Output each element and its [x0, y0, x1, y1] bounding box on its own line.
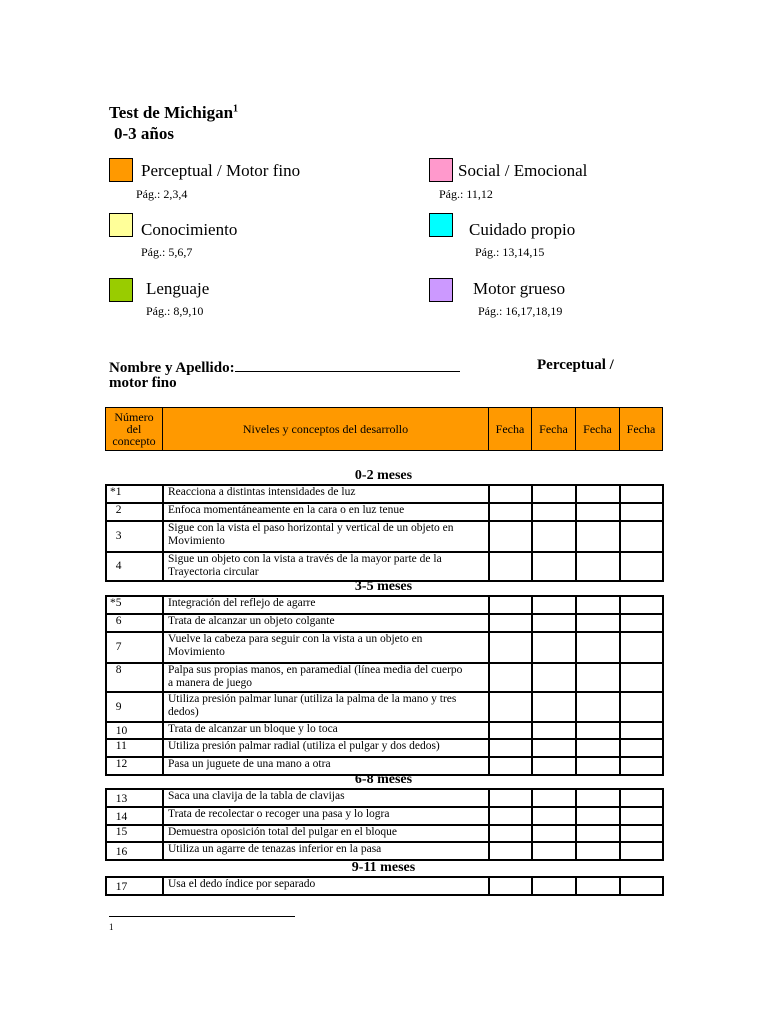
name-blank-line[interactable]	[235, 357, 460, 372]
category-label-social: Social / Emocional	[458, 161, 588, 180]
date-cell[interactable]	[489, 503, 532, 521]
table-row	[106, 807, 663, 825]
date-cell[interactable]	[620, 614, 663, 632]
concept-text: Trata de recolectar o recoger una pasa y lo logra	[163, 807, 489, 825]
date-cell[interactable]	[489, 614, 532, 632]
date-cell[interactable]	[532, 521, 576, 552]
concept-text: Pasa un juguete de una mano a otra	[163, 757, 489, 775]
date-cell[interactable]	[620, 825, 663, 842]
category-pages-motor-grueso: Pág.: 16,17,18,19	[478, 304, 563, 318]
header-number-of-concept: Número del concepto	[106, 408, 163, 451]
date-cell[interactable]	[532, 663, 576, 692]
date-cell[interactable]	[620, 521, 663, 552]
section-table-9-11	[105, 876, 664, 896]
date-cell[interactable]	[489, 596, 532, 614]
name-label: Nombre y Apellido:	[109, 360, 235, 376]
concept-number: 17	[106, 877, 163, 895]
concept-text-line: Movimiento	[168, 646, 225, 658]
date-cell[interactable]	[532, 614, 576, 632]
section-title-3-5: 3-5 meses	[354, 579, 413, 594]
concept-text: Enfoca momentáneamente en la cara o en luz tenue	[163, 503, 489, 521]
table-row	[106, 552, 663, 581]
category-pages-lenguaje: Pág.: 8,9,10	[146, 304, 204, 318]
date-cell[interactable]	[576, 757, 620, 775]
concept-number: 7	[106, 632, 163, 663]
concept-text-line: Sigue con la vista el paso horizontal y vertical de un objeto en	[168, 522, 454, 534]
date-cell[interactable]	[576, 503, 620, 521]
color-swatch-perceptual	[109, 158, 133, 182]
date-cell[interactable]	[620, 789, 663, 807]
concept-text: Utiliza un agarre de tenazas inferior en la pasa	[163, 842, 489, 860]
concept-number: 3	[106, 521, 163, 552]
date-cell[interactable]	[576, 632, 620, 663]
date-cell[interactable]	[620, 877, 663, 895]
page-subtitle: 0-3 años	[114, 124, 174, 143]
date-cell[interactable]	[620, 722, 663, 739]
date-cell[interactable]	[532, 877, 576, 895]
concept-text: Reacciona a distintas intensidades de luz	[163, 485, 489, 503]
date-cell[interactable]	[532, 739, 576, 757]
color-swatch-lenguaje	[109, 278, 133, 302]
concept-text	[163, 552, 489, 581]
date-cell[interactable]	[532, 722, 576, 739]
date-cell[interactable]	[620, 552, 663, 581]
date-cell[interactable]	[532, 503, 576, 521]
header-date-3: Fecha	[576, 408, 620, 451]
date-cell[interactable]	[620, 503, 663, 521]
date-cell[interactable]	[620, 632, 663, 663]
header-date-1: Fecha	[489, 408, 532, 451]
table-row	[106, 877, 663, 895]
concept-number: 4	[106, 552, 163, 581]
date-cell[interactable]	[532, 842, 576, 860]
section-title-6-8: 6-8 meses	[354, 772, 413, 787]
header-concepts: Niveles y conceptos del desarrollo	[163, 408, 489, 451]
color-swatch-cuidado	[429, 213, 453, 237]
date-cell[interactable]	[489, 842, 532, 860]
concept-text: Integración del reflejo de agarre	[163, 596, 489, 614]
table-row	[106, 739, 663, 757]
date-cell[interactable]	[532, 825, 576, 842]
section-table-3-5	[105, 595, 664, 776]
date-cell[interactable]	[620, 807, 663, 825]
date-cell[interactable]	[489, 877, 532, 895]
concept-text-line: Vuelve la cabeza para seguir con la vista a un objeto en	[168, 633, 423, 645]
table-header	[105, 407, 663, 451]
concept-text-line: Palpa sus propias manos, en paramedial (línea media del cuerpo	[168, 664, 463, 676]
concept-number: 9	[106, 692, 163, 722]
concept-text	[163, 692, 489, 722]
concept-text-line: dedos)	[168, 706, 199, 718]
name-field[interactable]	[109, 357, 460, 377]
date-cell[interactable]	[576, 692, 620, 722]
date-cell[interactable]	[576, 485, 620, 503]
date-cell[interactable]	[576, 807, 620, 825]
date-cell[interactable]	[620, 596, 663, 614]
concept-text	[163, 663, 489, 692]
category-label-cuidado: Cuidado propio	[469, 220, 576, 239]
concept-number: 12	[106, 757, 163, 775]
concept-text-line: Sigue un objeto con la vista a través de la mayor parte de la	[168, 553, 442, 565]
header-date-2: Fecha	[532, 408, 576, 451]
concept-number: 15	[106, 825, 163, 842]
date-cell[interactable]	[489, 807, 532, 825]
concept-number: 10	[106, 722, 163, 739]
concept-number: *1	[106, 485, 163, 503]
table-row	[106, 614, 663, 632]
date-cell[interactable]	[489, 663, 532, 692]
date-cell[interactable]	[532, 757, 576, 775]
date-cell[interactable]	[576, 789, 620, 807]
table-row	[106, 663, 663, 692]
date-cell[interactable]	[532, 485, 576, 503]
date-cell[interactable]	[532, 789, 576, 807]
footnote-separator	[109, 916, 295, 917]
header-date-4: Fecha	[620, 408, 663, 451]
date-cell[interactable]	[576, 663, 620, 692]
table-row	[106, 596, 663, 614]
category-label-motor-grueso: Motor grueso	[473, 279, 566, 298]
section-table-6-8	[105, 788, 664, 861]
category-pages-cuidado: Pág.: 13,14,15	[475, 245, 545, 259]
page-title: Test de Michigan$^1$	[109, 103, 239, 122]
category-pages-social: Pág.: 11,12	[439, 187, 493, 201]
date-cell[interactable]	[489, 632, 532, 663]
section-title-9-11: 9-11 meses	[351, 860, 416, 875]
date-cell[interactable]	[576, 596, 620, 614]
concept-text: Trata de alcanzar un bloque y lo toca	[163, 722, 489, 739]
concept-text: Saca una clavija de la tabla de clavijas	[163, 789, 489, 807]
date-cell[interactable]	[532, 552, 576, 581]
table-row	[106, 842, 663, 860]
table-row	[106, 789, 663, 807]
table-row	[106, 485, 663, 503]
table-row	[106, 757, 663, 775]
date-cell[interactable]	[532, 692, 576, 722]
date-cell[interactable]	[489, 485, 532, 503]
date-cell[interactable]	[576, 614, 620, 632]
table-row	[106, 632, 663, 663]
date-cell[interactable]	[576, 722, 620, 739]
footnote-number: 1	[109, 922, 114, 932]
date-cell[interactable]	[489, 521, 532, 552]
date-cell[interactable]	[532, 596, 576, 614]
concept-number: 14	[106, 807, 163, 825]
concept-number: 11	[106, 739, 163, 757]
concept-number: 8	[106, 663, 163, 692]
concept-text: Utiliza presión palmar radial (utiliza el pulgar y dos dedos)	[163, 739, 489, 757]
date-cell[interactable]	[489, 739, 532, 757]
color-swatch-social	[429, 158, 453, 182]
table-row	[106, 825, 663, 842]
concept-text-line: Trayectoria circular	[168, 566, 259, 578]
concept-text: Usa el dedo índice por separado	[163, 877, 489, 895]
table-row	[106, 503, 663, 521]
concept-text: Demuestra oposición total del pulgar en el bloque	[163, 825, 489, 842]
section-table-0-2	[105, 484, 664, 582]
table-row	[106, 722, 663, 739]
color-swatch-conocimiento	[109, 213, 133, 237]
concept-number: *5	[106, 596, 163, 614]
date-cell[interactable]	[489, 692, 532, 722]
date-cell[interactable]	[620, 739, 663, 757]
date-cell[interactable]	[620, 485, 663, 503]
date-cell[interactable]	[576, 521, 620, 552]
category-label-perceptual: Perceptual / Motor fino	[141, 161, 301, 180]
date-cell[interactable]	[576, 877, 620, 895]
date-cell[interactable]	[489, 552, 532, 581]
category-label-conocimiento: Conocimiento	[141, 220, 238, 239]
date-cell[interactable]	[489, 825, 532, 842]
concept-text-line: Utiliza presión palmar lunar (utiliza la palma de la mano y tres	[168, 693, 457, 705]
date-cell[interactable]	[489, 757, 532, 775]
concept-number: 6	[106, 614, 163, 632]
footnote-mark: 1	[233, 103, 239, 115]
concept-text-line: Movimiento	[168, 535, 225, 547]
concept-text	[163, 632, 489, 663]
date-cell[interactable]	[620, 757, 663, 775]
category-label-lenguaje: Lenguaje	[146, 279, 210, 298]
date-cell[interactable]	[620, 842, 663, 860]
table-row	[106, 692, 663, 722]
date-cell[interactable]	[576, 552, 620, 581]
date-cell[interactable]	[532, 632, 576, 663]
color-swatch-motor-grueso	[429, 278, 453, 302]
category-pages-conocimiento: Pág.: 5,6,7	[141, 245, 193, 259]
area-label-line1: Perceptual /	[537, 357, 614, 373]
date-cell[interactable]	[620, 692, 663, 722]
date-cell[interactable]	[576, 739, 620, 757]
concept-text	[163, 521, 489, 552]
date-cell[interactable]	[620, 663, 663, 692]
concept-number: 13	[106, 789, 163, 807]
table-row	[106, 521, 663, 552]
area-label-line2: motor fino	[109, 375, 177, 391]
date-cell[interactable]	[576, 825, 620, 842]
concept-number: 2	[106, 503, 163, 521]
section-title-0-2: 0-2 meses	[354, 468, 413, 483]
concept-text-line: a manera de juego	[168, 677, 252, 689]
date-cell[interactable]	[576, 842, 620, 860]
date-cell[interactable]	[489, 722, 532, 739]
date-cell[interactable]	[489, 789, 532, 807]
concept-number: 16	[106, 842, 163, 860]
concept-text: Trata de alcanzar un objeto colgante	[163, 614, 489, 632]
date-cell[interactable]	[532, 807, 576, 825]
category-pages-perceptual: Pág.: 2,3,4	[136, 187, 188, 201]
